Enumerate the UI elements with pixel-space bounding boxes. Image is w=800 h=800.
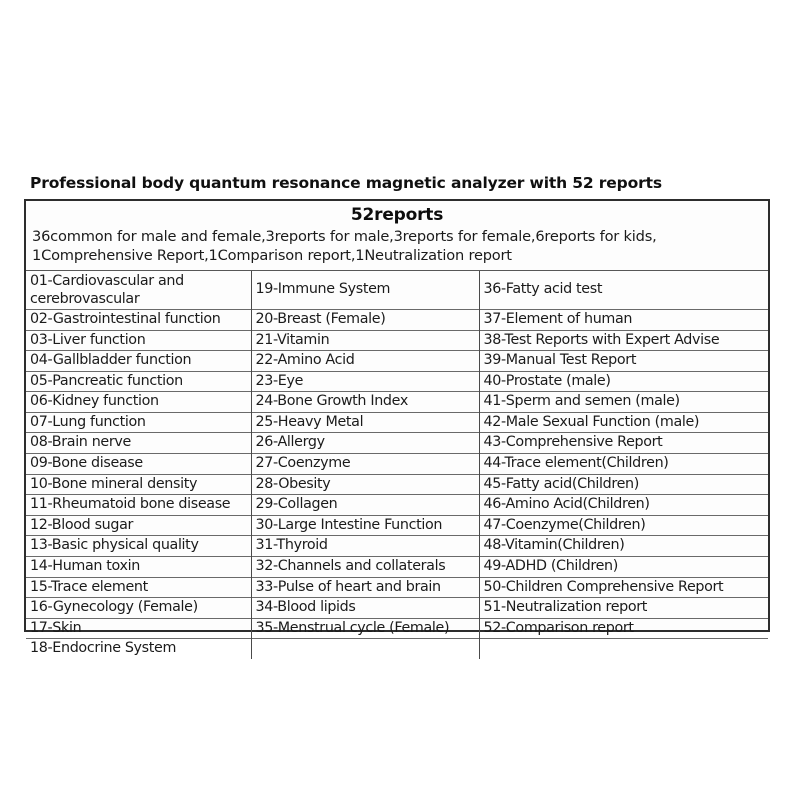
report-item[interactable]: 12-Blood sugar bbox=[26, 515, 251, 536]
report-item[interactable]: 32-Channels and collaterals bbox=[251, 556, 479, 577]
report-item[interactable]: 07-Lung function bbox=[26, 412, 251, 433]
table-row bbox=[26, 577, 768, 598]
reports-table bbox=[24, 199, 770, 657]
table-row bbox=[26, 330, 768, 351]
report-item[interactable]: 15-Trace element bbox=[26, 577, 251, 598]
report-item[interactable]: 25-Heavy Metal bbox=[251, 412, 479, 433]
table-row bbox=[26, 392, 768, 413]
report-item[interactable]: 27-Coenzyme bbox=[251, 454, 479, 475]
report-item[interactable]: 39-Manual Test Report bbox=[479, 351, 768, 372]
report-item[interactable]: 28-Obesity bbox=[251, 474, 479, 495]
report-item[interactable]: 26-Allergy bbox=[251, 433, 479, 454]
page-title: Professional body quantum resonance magnetic analyzer with 52 reports bbox=[30, 174, 662, 192]
report-item[interactable]: 43-Comprehensive Report bbox=[479, 433, 768, 454]
report-item[interactable]: 42-Male Sexual Function (male) bbox=[479, 412, 768, 433]
table-row bbox=[26, 271, 768, 310]
report-item[interactable]: 21-Vitamin bbox=[251, 330, 479, 351]
report-item[interactable]: 35-Menstrual cycle (Female) bbox=[251, 618, 479, 639]
report-item[interactable]: 41-Sperm and semen (male) bbox=[479, 392, 768, 413]
table-row bbox=[26, 598, 768, 619]
report-item[interactable]: 30-Large Intestine Function bbox=[251, 515, 479, 536]
header-summary-line-1: 36common for male and female,3reports for male,3reports for female,6reports for kids, bbox=[32, 228, 657, 246]
report-item[interactable]: 36-Fatty acid test bbox=[483, 281, 603, 298]
table-row bbox=[26, 309, 768, 330]
report-item[interactable]: 23-Eye bbox=[251, 371, 479, 392]
report-item[interactable]: 22-Amino Acid bbox=[251, 351, 479, 372]
reports-grid bbox=[26, 271, 768, 659]
empty-cell bbox=[251, 639, 479, 659]
report-item[interactable]: 31-Thyroid bbox=[251, 536, 479, 557]
report-item[interactable]: 09-Bone disease bbox=[26, 454, 251, 475]
report-item[interactable]: 48-Vitamin(Children) bbox=[479, 536, 768, 557]
report-item[interactable]: 11-Rheumatoid bone disease bbox=[26, 495, 251, 516]
report-item[interactable]: 14-Human toxin bbox=[26, 556, 251, 577]
report-item[interactable]: 17-Skin bbox=[26, 618, 251, 639]
header-title: 52reports bbox=[350, 205, 444, 225]
table-row bbox=[26, 515, 768, 536]
table-row bbox=[26, 618, 768, 639]
table-row bbox=[26, 454, 768, 475]
report-item[interactable]: 05-Pancreatic function bbox=[26, 371, 251, 392]
table-header bbox=[26, 201, 768, 271]
report-item[interactable]: 19-Immune System bbox=[251, 271, 479, 310]
table-row bbox=[26, 412, 768, 433]
table-row bbox=[26, 371, 768, 392]
report-item[interactable]: 51-Neutralization report bbox=[479, 598, 768, 619]
report-item[interactable]: 50-Children Comprehensive Report bbox=[479, 577, 768, 598]
report-item[interactable]: 06-Kidney function bbox=[26, 392, 251, 413]
report-item[interactable]: 44-Trace element(Children) bbox=[479, 454, 768, 475]
report-item[interactable]: 34-Blood lipids bbox=[251, 598, 479, 619]
report-item[interactable]: 29-Collagen bbox=[251, 495, 479, 516]
report-item[interactable]: 37-Element of human bbox=[479, 309, 768, 330]
report-item[interactable]: 45-Fatty acid(Children) bbox=[479, 474, 768, 495]
table-row bbox=[26, 639, 768, 659]
report-item[interactable]: 20-Breast (Female) bbox=[251, 309, 479, 330]
table-row bbox=[26, 495, 768, 516]
report-item[interactable]: 10-Bone mineral density bbox=[26, 474, 251, 495]
report-item[interactable]: 03-Liver function bbox=[26, 330, 251, 351]
report-item[interactable]: 18-Endocrine System bbox=[26, 639, 251, 659]
table-row bbox=[26, 474, 768, 495]
report-item[interactable]: 52-Comparison report bbox=[479, 618, 768, 639]
empty-cell bbox=[479, 639, 768, 659]
table-row bbox=[26, 351, 768, 372]
report-item[interactable]: 33-Pulse of heart and brain bbox=[251, 577, 479, 598]
report-item[interactable]: 38-Test Reports with Expert Advise bbox=[479, 330, 768, 351]
table-row bbox=[26, 556, 768, 577]
report-item[interactable]: 46-Amino Acid(Children) bbox=[479, 495, 768, 516]
report-item[interactable]: 49-ADHD (Children) bbox=[479, 556, 768, 577]
report-item[interactable]: 16-Gynecology (Female) bbox=[26, 598, 251, 619]
report-item[interactable]: 47-Coenzyme(Children) bbox=[479, 515, 768, 536]
report-item[interactable]: 02-Gastrointestinal function bbox=[26, 309, 251, 330]
report-item[interactable]: 01-Cardiovascular and cerebrovascular bbox=[26, 271, 251, 310]
report-item[interactable]: 24-Bone Growth Index bbox=[251, 392, 479, 413]
report-item[interactable]: 13-Basic physical quality bbox=[26, 536, 251, 557]
report-item[interactable]: 08-Brain nerve bbox=[26, 433, 251, 454]
header-summary-line-2: 1Comprehensive Report,1Comparison report,1Neutralization report bbox=[32, 247, 512, 265]
report-item[interactable]: 40-Prostate (male) bbox=[479, 371, 768, 392]
report-item[interactable]: 04-Gallbladder function bbox=[26, 351, 251, 372]
table-row bbox=[26, 536, 768, 557]
table-row bbox=[26, 433, 768, 454]
